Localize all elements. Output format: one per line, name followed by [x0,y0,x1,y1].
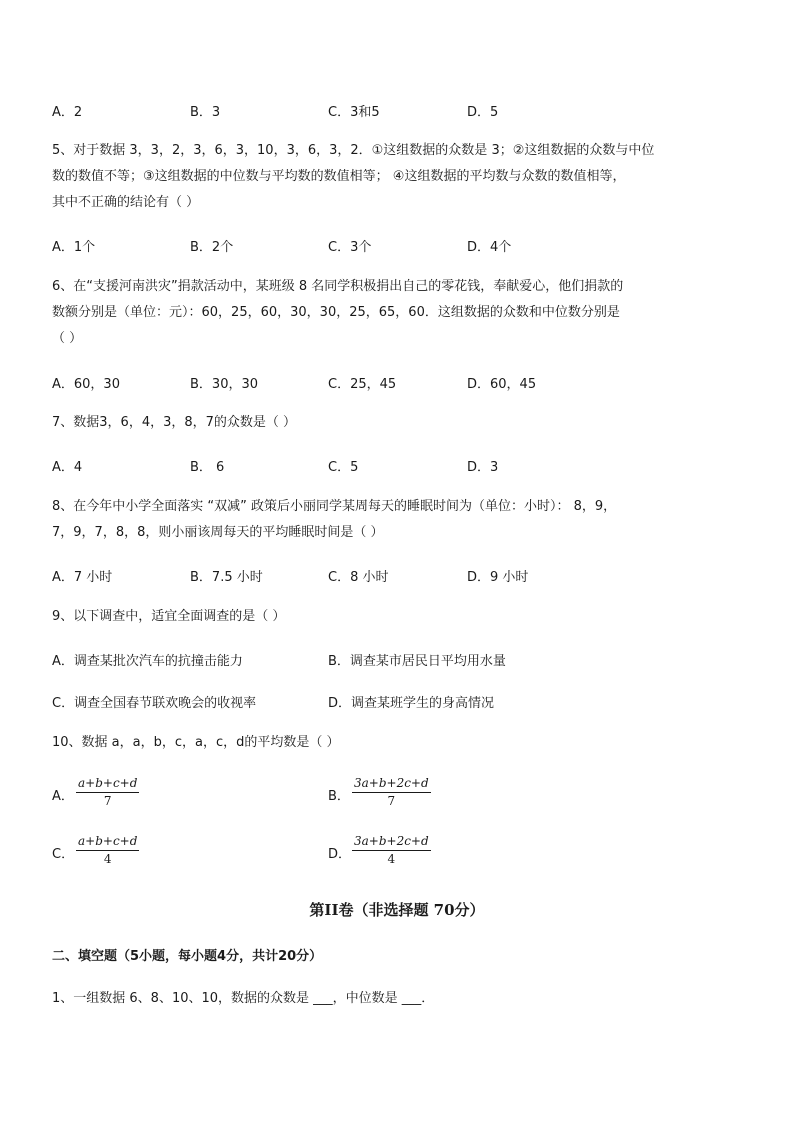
question-10-line-1: 10、数据 a，a，b，c，a，c，d的平均数是（ ） [52,735,340,750]
fraction-numerator: a+b+c+d [76,776,139,793]
fill-in-question-1: 1、一组数据 6、8、10、10，数据的众数是 ___，中位数是 ___． [52,991,435,1006]
question-5-option-b: B．2个 [190,240,234,255]
fraction-denominator: 7 [103,794,112,808]
question-6-option-a: A．60，30 [52,377,120,392]
question-5-option-c: C．3个 [328,240,372,255]
question-10-option-c-fraction [76,834,139,867]
question-9-line-1: 9、以下调查中，适宜全面调查的是（ ） [52,609,286,624]
question-6-line-3: （ ） [52,331,83,346]
question-7-option-c: C．5 [328,460,359,475]
fraction-denominator: 7 [387,794,396,808]
question-5-option-a: A．1个 [52,240,96,255]
question-6-option-d: D．60，45 [467,377,537,392]
section-title: 第II卷（非选择题 70分） [309,901,485,919]
question-10-option-d-fraction [352,834,431,867]
question-6-option-c: C．25，45 [328,377,397,392]
section-heading: 二、填空题（5小题，每小题4分，共计20分） [52,949,323,964]
question-6-option-b: B．30，30 [190,377,259,392]
question-10-option-a-label: A． [52,789,74,804]
option-a: A．2 [52,105,83,120]
option-c: C．3和5 [328,105,380,120]
question-7-option-a: A．4 [52,460,83,475]
question-6-line-1: 6、在“支援河南洪灾”捐款活动中，某班级 8 名同学积极捐出自己的零花钱，奉献爱心，他们捐款的 [52,279,624,294]
question-9-option-b: B．调查某市居民日平均用水量 [328,654,506,669]
fraction-numerator: 3a+b+2c+d [352,776,431,793]
option-d: D．5 [467,105,499,120]
question-9-option-c: C．调查全国春节联欢晚会的收视率 [52,696,257,711]
question-8-line-2: 7，9，7，8，8，则小丽该周每天的平均睡眠时间是（ ） [52,525,384,540]
question-9-option-d: D．调查某班学生的身高情况 [328,696,495,711]
question-8-option-c: C．8 小时 [328,570,389,585]
question-7-line-1: 7、数据3，6，4，3，8，7的众数是（ ） [52,415,297,430]
question-10-option-c-label: C． [52,847,75,862]
question-5-line-3: 其中不正确的结论有（ ） [52,195,200,210]
question-8-option-a: A．7 小时 [52,570,113,585]
question-5-option-d: D．4个 [467,240,512,255]
question-5-line-2: 数的数值不等；③这组数据的中位数与平均数的数值相等； ④这组数据的平均数与众数的数值相等， [52,169,626,184]
question-7-option-b: B． 6 [190,460,225,475]
question-5-line-1: 5、对于数据 3，3，2，3，6，3，10，3，6，3，2．①这组数据的众数是 3；②这组数据的众数与中位 [52,143,655,158]
question-8-option-b: B．7.5 小时 [190,570,263,585]
option-b: B．3 [190,105,221,120]
fraction-numerator: a+b+c+d [76,834,139,851]
question-10-option-b-fraction [352,776,431,809]
fraction-denominator: 4 [103,852,112,866]
question-10-option-b-label: B． [328,789,350,804]
question-6-line-2: 数额分别是（单位：元）：60，25，60，30，30，25，65，60．这组数据的众数和中位数分别是 [52,305,620,320]
fraction-numerator: 3a+b+2c+d [352,834,431,851]
question-10-option-d-label: D． [328,847,352,862]
question-9-option-a: A．调查某批次汽车的抗撞击能力 [52,654,243,669]
question-8-option-d: D．9 小时 [467,570,529,585]
fraction-denominator: 4 [387,852,396,866]
question-8-line-1: 8、在今年中小学全面落实 “双减” 政策后小丽同学某周每天的睡眠时间为（单位：小时）： 8，9， [52,499,617,514]
question-10-option-a-fraction [76,776,139,809]
question-7-option-d: D．3 [467,460,499,475]
